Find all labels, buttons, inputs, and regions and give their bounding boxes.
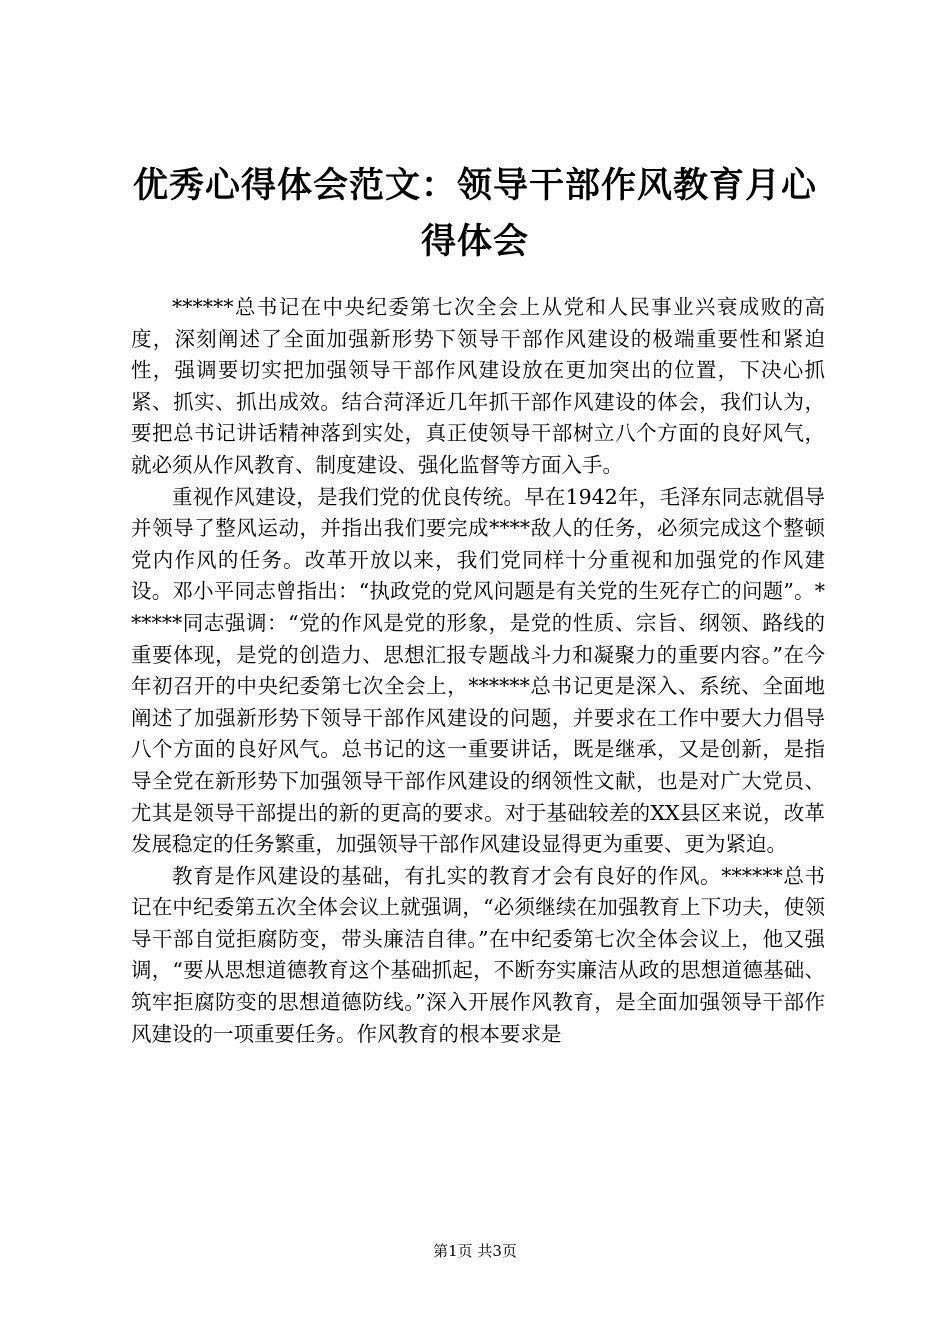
paragraph-1: ******总书记在中央纪委第七次全会上从党和人民事业兴衰成败的高度，深刻阐述了全面加强新形势下领导干部作风建设的极端重要性和紧迫性，强调要切实把加强领导干部作风建设放在更加突出的位置，下决心抓紧、抓实、抓出成效。结合菏泽近几年抓干部作风建设的体会，我们认为，要把总书记讲话精神落到实处，真正使领导干部树立八个方面的良好风气，就必须从作风教育、制度建设、强化监督等方面入手。: [131, 295, 825, 477]
document-body: [131, 292, 825, 1050]
paragraph-2: 重视作风建设，是我们党的优良传统。早在1942年，毛泽东同志就倡导并领导了整风运动，并指出我们要完成****敌人的任务，必须完成这个整顿党内作风的任务。改革开放以来，我们党同样十分重视和加强党的作风建设。邓小平同志曾指出：“执政党的党风问题是有关党的生死存亡的问题”。******同志强调：“党的作风是党的形象，是党的性质、宗旨、纲领、路线的重要体现，是党的创造力、思想汇报专题战斗力和凝聚力的重要内容。”在今年初召开的中央纪委第七次全会上，******总书记更是深入、系统、全面地阐述了加强新形势下领导干部作风建设的问题，并要求在工作中要大力倡导八个方面的良好风气。总书记的这一重要讲话，既是继承，又是创新，是指导全党在新形势下加强领导干部作风建设的纲领性文献，也是对广大党员、尤其是领导干部提出的新的更高的要求。对于基础较差的XX县区来说，改革发展稳定的任务繁重，加强领导干部作风建设显得更为重要、更为紧迫。: [131, 484, 825, 857]
document-title: 优秀心得体会范文：领导干部作风教育月心得体会: [132, 166, 817, 262]
page-number-footer: 第1页 共3页: [433, 1242, 517, 1260]
paragraph-3: 教育是作风建设的基础，有扎实的教育才会有良好的作风。******总书记在中纪委第五次全体会议上就强调，“必须继续在加强教育上下功夫，使领导干部自觉拒腐防变，带头廉洁自律。”在中纪委第七次全体会议上，他又强调，“要从思想道德教育这个基础抓起，不断夯实廉洁从政的思想道德基础、筑牢拒腐防变的思想道德防线。”深入开展作风教育，是全面加强领导干部作风建设的一项重要任务。作风教育的根本要求是: [131, 863, 825, 1046]
